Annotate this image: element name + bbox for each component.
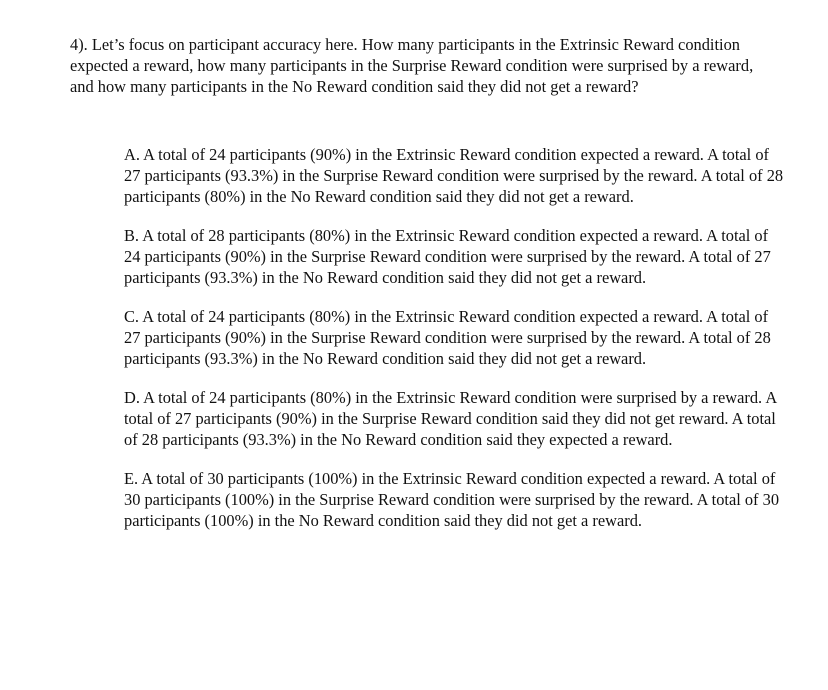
question-text: 4). Let’s focus on participant accuracy here. How many participants in the Extrinsic Reward condition expected a reward, how many participants in the Surprise Reward condition were surprised by a reward, and how many participants in the No Reward condition said they did not get a reward?: [70, 35, 754, 96]
answer-option-b: B. A total of 28 participants (80%) in the Extrinsic Reward condition expected a reward. A total of 24 participants (90%) in the Surprise Reward condition were surprised by the reward. A total of 27 participants (93.3%) in the No Reward condition said they did not get a reward.: [124, 226, 771, 287]
answer-option-a: A. A total of 24 participants (90%) in the Extrinsic Reward condition expected a reward. A total of 27 participants (93.3%) in the Surprise Reward condition were surprised by the reward. A total of 28 participants (80%) in the No Reward condition said they did not get a reward.: [124, 145, 784, 206]
answer-options: [124, 144, 784, 549]
answer-option-e: E. A total of 30 participants (100%) in the Extrinsic Reward condition expected a reward. A total of 30 participants (100%) in the Surprise Reward condition were surprised by the reward. A total of 30 participants (100%) in the No Reward condition said they did not get a reward.: [124, 469, 780, 530]
answer-option-c: C. A total of 24 participants (80%) in the Extrinsic Reward condition expected a reward. A total of 27 participants (90%) in the Surprise Reward condition were surprised by the reward. A total of 28 participants (93.3%) in the No Reward condition said they did not get a reward.: [124, 307, 771, 368]
answer-option-d: D. A total of 24 participants (80%) in the Extrinsic Reward condition were surprised by a reward. A total of 27 participants (90%) in the Surprise Reward condition said they did not get reward. A total of 28 participants (93.3%) in the No Reward condition said they expected a reward.: [124, 388, 777, 449]
